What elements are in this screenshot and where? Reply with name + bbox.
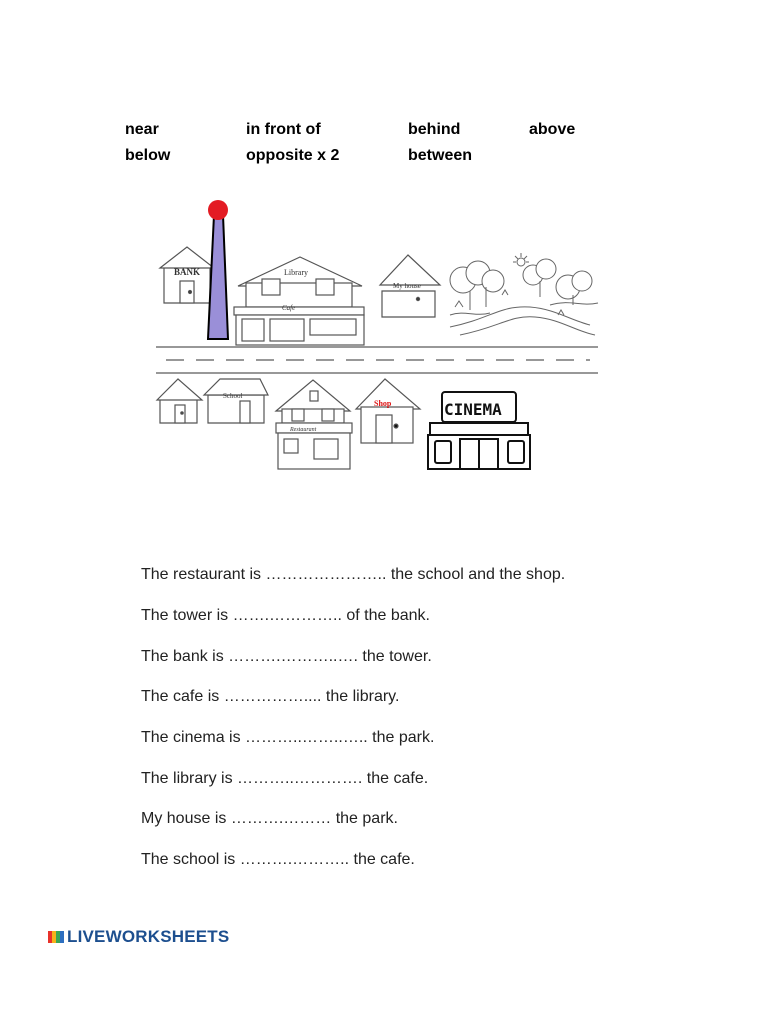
bank-building [160, 247, 214, 303]
brand-name: LIVEWORKSHEETS [67, 927, 230, 946]
sentence-school: The school is ……….……….. the cafe. [141, 851, 415, 868]
school-building [204, 379, 268, 423]
word-in-front-of: in front of [246, 121, 321, 138]
sentence-restaurant: The restaurant is ………………….. the school and the shop. [141, 566, 566, 583]
sentence-my-house: My house is ……….……… the park. [141, 810, 398, 827]
word-opposite: opposite x 2 [246, 147, 340, 164]
word-near: near [125, 121, 159, 138]
park [450, 253, 598, 335]
my-house-label: My house [393, 282, 421, 290]
word-below: below [125, 147, 171, 164]
cinema-building [428, 392, 530, 469]
cinema-label: CINEMA [444, 400, 502, 419]
tower [208, 200, 228, 339]
bank-label: BANK [174, 267, 201, 277]
road [156, 347, 598, 373]
shop-building [356, 379, 420, 443]
town-scene [150, 195, 610, 480]
library-label: Library [284, 268, 308, 277]
sentence-tower: The tower is …….………….. of the bank. [141, 607, 430, 624]
sentence-cinema: The cinema is ………..……..….. the park. [141, 729, 435, 746]
library-cafe-building [234, 257, 364, 345]
small-house [157, 379, 202, 423]
sentence-cafe: The cafe is …………….... the library. [141, 688, 400, 705]
sentence-library: The library is ………..…………. the cafe. [141, 770, 429, 787]
word-between: between [408, 147, 473, 164]
liveworksheets-brand[interactable] [48, 927, 229, 947]
restaurant-label: Restaurant [290, 427, 317, 433]
shop-label: Shop [374, 399, 392, 408]
restaurant-building [276, 380, 352, 469]
word-above: above [529, 121, 576, 138]
word-bank [0, 0, 768, 180]
cafe-label: Cafe [282, 304, 296, 312]
word-behind: behind [408, 121, 461, 138]
my-house [380, 255, 440, 317]
school-label: School [223, 392, 243, 400]
sentence-bank: The bank is ……….………..…. the tower. [141, 648, 432, 665]
liveworksheets-logo-icon [48, 929, 64, 945]
